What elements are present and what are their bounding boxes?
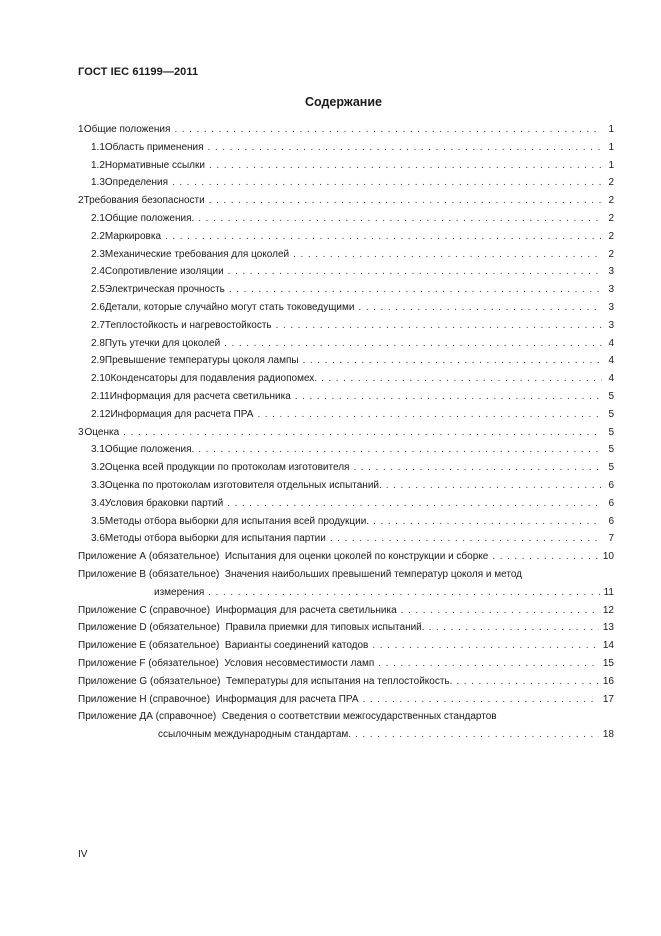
toc-entry[interactable] bbox=[78, 530, 614, 548]
toc-entry[interactable] bbox=[78, 174, 614, 192]
toc-entry[interactable] bbox=[78, 495, 614, 513]
toc-entry-page: 5 bbox=[608, 444, 614, 456]
toc-entry-number: 3.3 bbox=[91, 479, 105, 491]
appendix-title: Испытания для оценки цоколей по конструкции и сборке bbox=[224, 551, 489, 563]
toc-entry-number: 1.2 bbox=[91, 159, 105, 171]
toc-entry-title: Информация для расчета светильника bbox=[109, 390, 291, 402]
toc-entry-title: Информация для расчета ПРА bbox=[110, 408, 254, 420]
toc-entry-number: 1.3 bbox=[91, 177, 105, 189]
toc-entry-page: 2 bbox=[608, 248, 614, 260]
toc-appendix-e[interactable] bbox=[78, 637, 614, 655]
toc-entry-page: 4 bbox=[608, 373, 614, 385]
toc-entry[interactable] bbox=[78, 352, 614, 370]
toc-entry[interactable] bbox=[78, 441, 614, 459]
toc-entry-page: 2 bbox=[608, 177, 614, 189]
toc-appendix-b-continuation[interactable] bbox=[78, 584, 614, 602]
toc-entry-title: Оценка по протоколам изготовителя отдельных испытаний. bbox=[104, 479, 382, 491]
appendix-label: Приложение G (обязательное) bbox=[78, 675, 221, 687]
toc-entry-number: 2.10 bbox=[91, 373, 111, 385]
toc-entry-page: 3 bbox=[608, 301, 614, 313]
toc-entry[interactable] bbox=[78, 139, 614, 157]
toc-entry-page: 5 bbox=[608, 426, 614, 438]
appendix-label: Приложение F (обязательное) bbox=[78, 657, 219, 669]
toc-entry[interactable] bbox=[78, 477, 614, 495]
appendix-title-continuation: измерения bbox=[154, 586, 205, 598]
toc-entry-number: 3.2 bbox=[91, 462, 105, 474]
toc-entry-title: Сопротивление изоляции bbox=[104, 266, 224, 278]
toc-entry-title: Путь утечки для цоколей bbox=[104, 337, 221, 349]
toc-appendix-b[interactable] bbox=[78, 566, 614, 584]
toc-appendix-h[interactable] bbox=[78, 691, 614, 709]
toc-entry[interactable] bbox=[78, 459, 614, 477]
toc-entry-title: Оценка bbox=[84, 426, 120, 438]
toc-entry-number: 2.8 bbox=[91, 337, 105, 349]
toc-entry-title: Общие положения. bbox=[104, 444, 195, 456]
toc-entry-title: Условия браковки партий bbox=[104, 497, 224, 509]
toc-entry-number: 2.4 bbox=[91, 266, 105, 278]
toc-entry-page: 4 bbox=[608, 355, 614, 367]
toc-entry[interactable] bbox=[78, 192, 614, 210]
toc-entry-title: Оценка всей продукции по протоколам изготовителя bbox=[104, 462, 350, 474]
toc-entry[interactable] bbox=[78, 246, 614, 264]
toc-entry-title: Теплостойкость и нагревостойкость bbox=[104, 319, 272, 331]
toc-entry-page: 17 bbox=[602, 693, 614, 705]
toc-appendix-g[interactable] bbox=[78, 673, 614, 691]
toc-entry-title: Превышение температуры цоколя лампы bbox=[104, 355, 299, 367]
toc-entry-page: 6 bbox=[608, 497, 614, 509]
toc-entry-number: 2.1 bbox=[91, 212, 105, 224]
appendix-label: Приложение D (обязательное) bbox=[78, 622, 220, 634]
toc-entry-number: 2.9 bbox=[91, 355, 105, 367]
toc-entry-page: 3 bbox=[608, 319, 614, 331]
toc-entry[interactable] bbox=[78, 281, 614, 299]
toc-entry-number: 2 bbox=[78, 195, 84, 207]
toc-entry-title: Общие положения bbox=[83, 124, 171, 135]
toc-entry-page: 2 bbox=[608, 212, 614, 224]
toc-entry-number: 3.5 bbox=[91, 515, 105, 527]
toc-entry-title: Методы отбора выборки для испытания всей продукции. bbox=[104, 515, 370, 527]
toc-entry[interactable] bbox=[78, 210, 614, 228]
toc-entry-number: 2.2 bbox=[91, 230, 105, 242]
appendix-title-continuation: ссылочным международным стандартам. bbox=[158, 729, 352, 741]
appendix-title: Условия несовместимости ламп bbox=[224, 657, 375, 669]
toc-entry[interactable] bbox=[78, 388, 614, 406]
toc-entry[interactable] bbox=[78, 335, 614, 353]
toc-entry-page: 13 bbox=[602, 622, 614, 634]
toc-entry-title: Маркировка bbox=[104, 230, 162, 242]
appendix-title: Сведения о соответствии межгосударственных стандартов bbox=[221, 711, 497, 723]
toc-entry[interactable] bbox=[78, 406, 614, 424]
toc-entry-number: 1 bbox=[78, 124, 84, 135]
toc-entry-title: Нормативные ссылки bbox=[104, 159, 205, 171]
toc-entry-page: 18 bbox=[602, 729, 614, 741]
appendix-label: Приложение С (справочное) bbox=[78, 604, 211, 616]
toc-entry-number: 2.12 bbox=[91, 408, 111, 420]
toc-entry[interactable] bbox=[78, 317, 614, 335]
toc-appendix-da-continuation[interactable] bbox=[78, 726, 614, 744]
toc-entry[interactable] bbox=[78, 157, 614, 175]
toc-entry-number: 3.1 bbox=[91, 444, 105, 456]
appendix-title: Температуры для испытания на теплостойкость. bbox=[226, 675, 453, 687]
toc-entry-page: 12 bbox=[602, 604, 614, 616]
toc-entry-page: 5 bbox=[608, 390, 614, 402]
toc-entry-number: 3.6 bbox=[91, 533, 105, 545]
toc-appendix-c[interactable] bbox=[78, 602, 614, 620]
toc-appendix-da[interactable] bbox=[78, 708, 614, 726]
toc-entry-page: 14 bbox=[602, 640, 614, 652]
toc-entry-title: Методы отбора выборки для испытания партии bbox=[104, 533, 326, 545]
toc-entry-page: 7 bbox=[608, 533, 614, 545]
appendix-title: Информация для расчета ПРА bbox=[215, 693, 359, 705]
toc-entry-page: 10 bbox=[602, 551, 614, 563]
toc-entry-page: 15 bbox=[602, 657, 614, 669]
toc-entry-page: 6 bbox=[608, 479, 614, 491]
toc-entry-page: 5 bbox=[608, 462, 614, 474]
toc-entry[interactable] bbox=[78, 513, 614, 531]
toc-entry-title: Механические требования для цоколей bbox=[104, 248, 290, 260]
appendix-title: Информация для расчета светильника bbox=[215, 604, 397, 616]
toc-entry-title: Конденсаторы для подавления радиопомех. bbox=[110, 373, 318, 385]
toc-entry[interactable] bbox=[78, 121, 614, 139]
toc-entry-title: Общие положения. bbox=[104, 212, 195, 224]
toc-entry-title: Определения bbox=[104, 177, 168, 189]
toc-appendix-f[interactable] bbox=[78, 655, 614, 673]
toc-appendix-a[interactable] bbox=[78, 548, 614, 566]
appendix-title: Варианты соединений катодов bbox=[224, 640, 369, 652]
toc-entry-title: Детали, которые случайно могут стать токоведущими bbox=[104, 301, 355, 313]
toc-entry[interactable] bbox=[78, 424, 614, 442]
toc-entry-number: 3.4 bbox=[91, 497, 105, 509]
toc-entry-page: 16 bbox=[602, 675, 614, 687]
toc-entry-number: 2.6 bbox=[91, 301, 105, 313]
toc-entry-number: 1.1 bbox=[91, 141, 105, 153]
toc-entry[interactable] bbox=[78, 370, 614, 388]
toc-entry-number: 2.3 bbox=[91, 248, 105, 260]
page-number: IV bbox=[78, 849, 88, 860]
toc-entry-page: 2 bbox=[608, 195, 614, 207]
toc-entry-title: Требования безопасности bbox=[83, 195, 205, 207]
document-header: ГОСТ IEC 61199—2011 bbox=[78, 66, 199, 78]
toc-entry-title: Электрическая прочность bbox=[104, 284, 225, 296]
appendix-title: Значения наибольших превышений температур цоколя и метод bbox=[224, 568, 523, 580]
appendix-label: Приложение Е (обязательное) bbox=[78, 640, 220, 652]
toc-entry-page: 4 bbox=[608, 337, 614, 349]
toc-entry-page: 2 bbox=[608, 230, 614, 242]
toc-entry-page: 1 bbox=[608, 124, 614, 135]
toc-entry-page: 5 bbox=[608, 408, 614, 420]
toc-entry-number: 2.7 bbox=[91, 319, 105, 331]
toc-entry-page: 1 bbox=[608, 159, 614, 171]
appendix-label: Приложение Н (справочное) bbox=[78, 693, 211, 705]
toc-entry-title: Область применения bbox=[104, 141, 204, 153]
toc-entry-page: 6 bbox=[608, 515, 614, 527]
toc-title: Содержание bbox=[304, 95, 382, 109]
toc-entry-number: 2.11 bbox=[91, 390, 110, 402]
toc-entry-number: 2.5 bbox=[91, 284, 105, 296]
toc-entry-number: 3 bbox=[78, 426, 84, 438]
toc-entry[interactable] bbox=[78, 228, 614, 246]
table-of-contents bbox=[78, 121, 614, 744]
appendix-label: Приложение ДА (справочное) bbox=[78, 711, 217, 723]
toc-appendix-d[interactable] bbox=[78, 619, 614, 637]
appendix-title: Правила приемки для типовых испытаний. bbox=[225, 622, 425, 634]
toc-entry-page: 3 bbox=[608, 266, 614, 278]
appendix-label: Приложение В (обязательное) bbox=[78, 568, 220, 580]
appendix-label: Приложение А (обязательное) bbox=[78, 551, 220, 563]
toc-entry[interactable] bbox=[78, 263, 614, 281]
toc-entry-page: 1 bbox=[608, 141, 614, 153]
toc-entry[interactable] bbox=[78, 299, 614, 317]
toc-entry-page: 11 bbox=[603, 586, 614, 598]
toc-entry-page: 3 bbox=[608, 284, 614, 296]
